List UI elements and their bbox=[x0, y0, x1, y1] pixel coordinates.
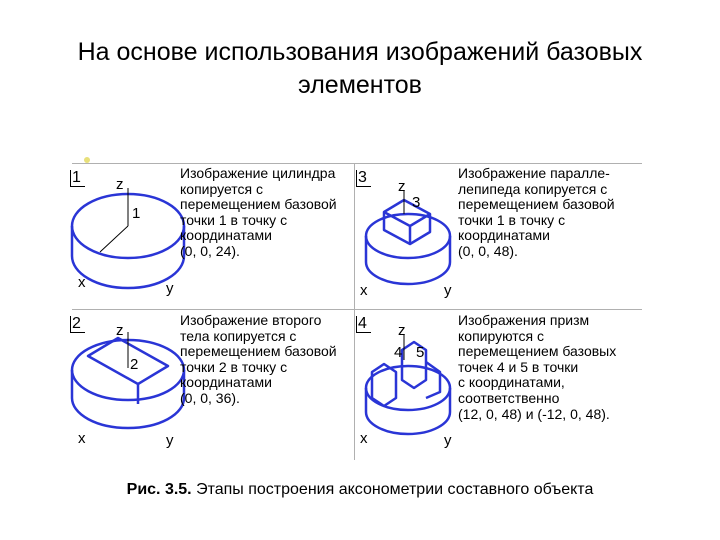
panel-3-axis-y: y bbox=[444, 282, 452, 299]
slide-title-line-2: элементов bbox=[298, 71, 422, 99]
panel-2-axis-x: x bbox=[78, 430, 86, 447]
panel-3-number: 3 bbox=[358, 169, 367, 186]
figure-caption-label: Рис. 3.5. bbox=[126, 481, 192, 498]
panel-1-description: Изображение цилиндра копируется с перемещением базовой точки 1 в точку с координатами (0, 0, 24). bbox=[180, 165, 337, 259]
panel-2-axis-z: z bbox=[116, 322, 124, 339]
panel-2-description: Изображение второго тела копируется с перемещением базовой точки 2 в точку с координатами (0, 0, 36). bbox=[180, 312, 337, 406]
panel-4-number: 4 bbox=[358, 315, 367, 332]
panel-2-number: 2 bbox=[72, 315, 81, 332]
panel-4-point-label-4: 4 bbox=[394, 344, 403, 361]
panel-3-parallelepiped-drawing bbox=[366, 200, 450, 284]
panel-3-description: Изображение паралле- лепипеда копируется с перемещением базовой точки 1 в точку с координатами (0, 0, 48). bbox=[458, 165, 615, 259]
panel-3-axis-z: z bbox=[398, 178, 406, 195]
figure-caption-text: Этапы построения аксонометрии составного объекта bbox=[196, 481, 594, 498]
panel-2-point-label: 2 bbox=[130, 356, 139, 373]
panel-1-axis-y: y bbox=[166, 280, 174, 297]
panel-4-point-label-5: 5 bbox=[416, 344, 425, 361]
panel-4-axis-z: z bbox=[398, 322, 406, 339]
panel-2-axis-y: y bbox=[166, 432, 174, 449]
figure-caption bbox=[0, 481, 720, 499]
panel-1-axis-z: z bbox=[116, 176, 124, 193]
panel-3-axis-x: x bbox=[360, 282, 368, 299]
panel-1-number: 1 bbox=[72, 169, 81, 186]
panel-4-description: Изображения призм копируются с перемещением базовых точек 4 и 5 в точки с координатами, соответственно (12, 0, 48) и (-12, 0, 48). bbox=[458, 312, 617, 422]
panel-1-point-label: 1 bbox=[132, 205, 141, 222]
panel-4-axis-y: y bbox=[444, 432, 452, 449]
panel-4-prisms-drawing bbox=[366, 342, 450, 434]
slide-title-line-1: На основе использования изображений базовых bbox=[77, 38, 643, 66]
panel-1-axis-x: x bbox=[78, 274, 86, 291]
panel-4-axis-x: x bbox=[360, 430, 368, 447]
panel-3-point-label: 3 bbox=[412, 194, 421, 211]
